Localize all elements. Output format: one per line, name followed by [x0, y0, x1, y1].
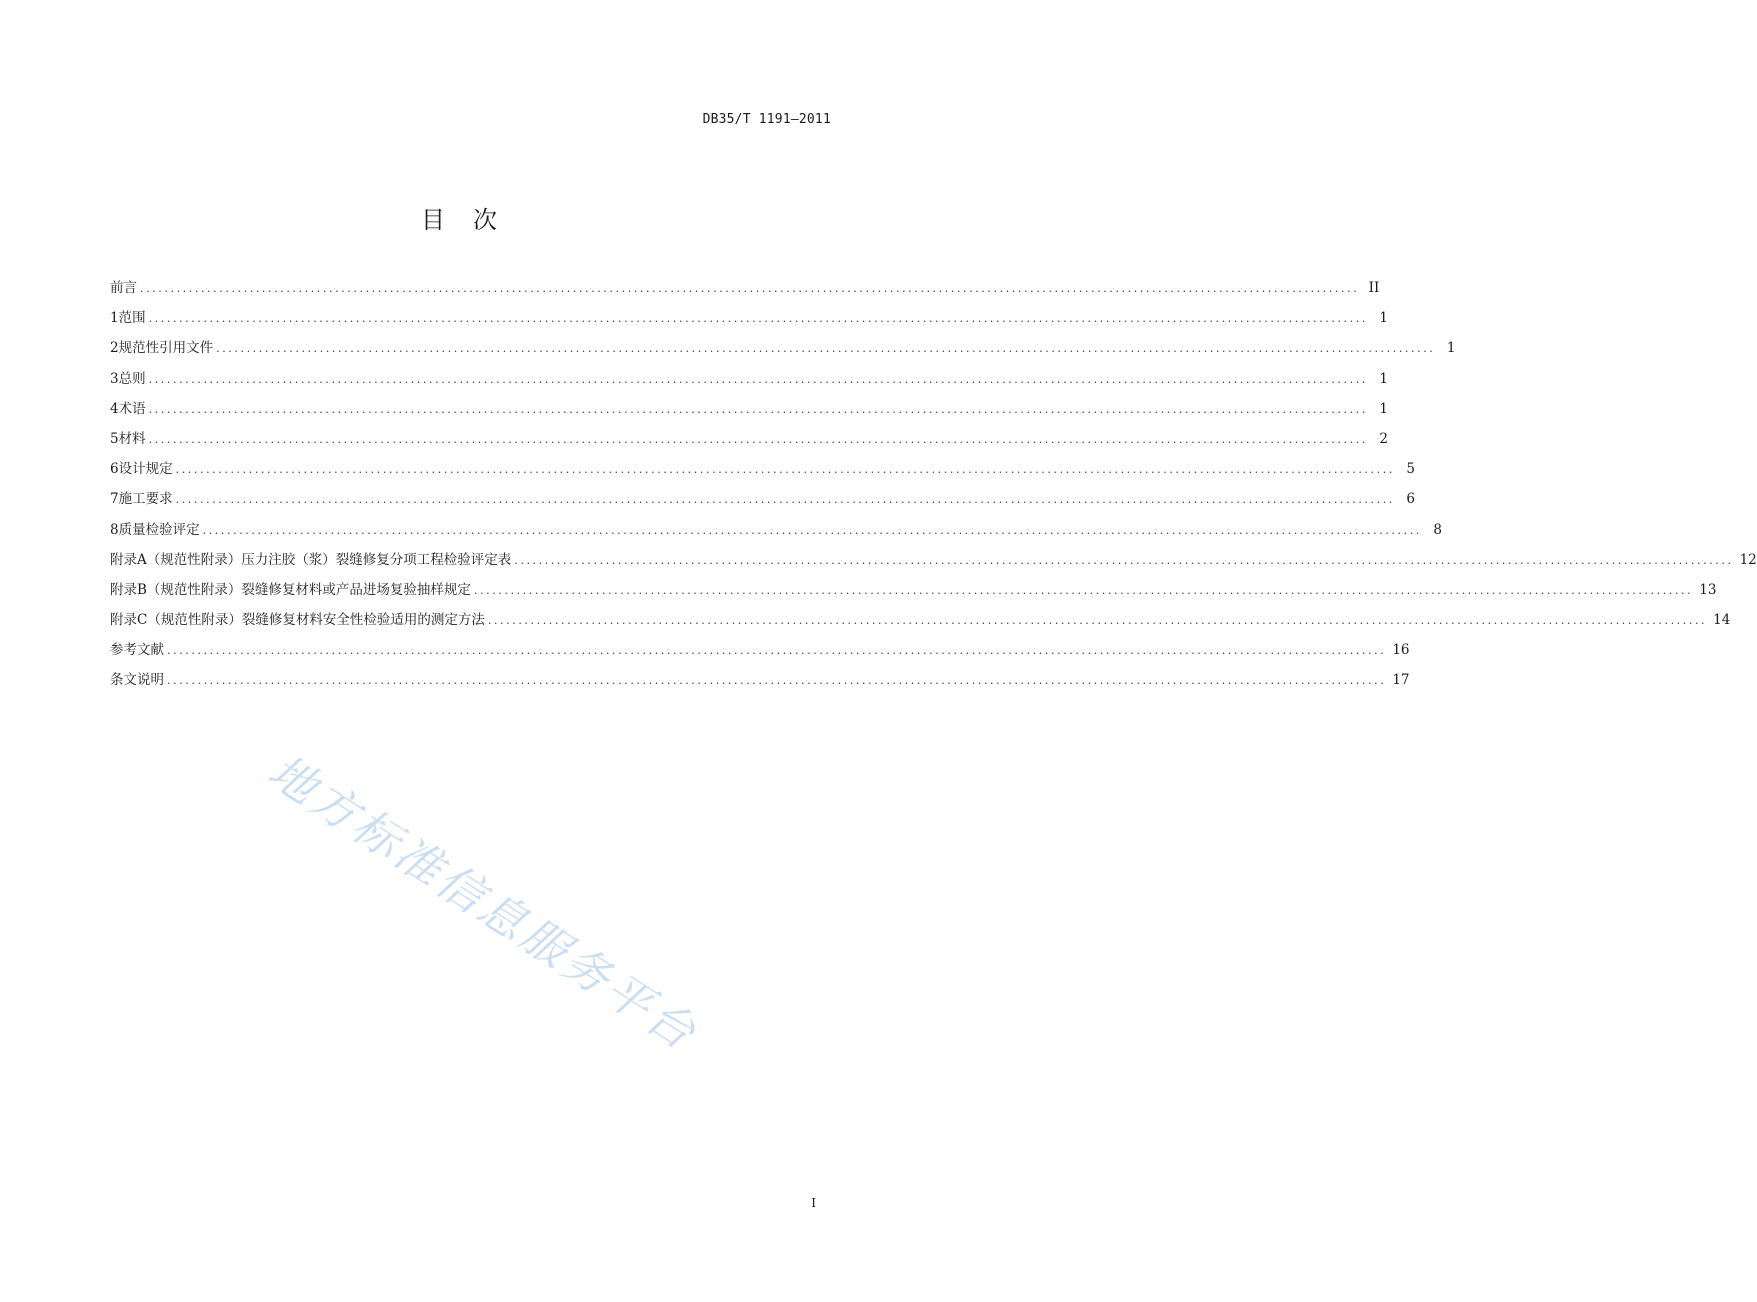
toc-entry-number: 1: [110, 310, 119, 327]
toc-entry[interactable]: [110, 605, 1731, 635]
toc-entry-label: 施工要求: [118, 491, 173, 508]
toc-entry-number: 7: [110, 491, 119, 508]
toc-entry[interactable]: [110, 364, 1388, 394]
toc-entry[interactable]: [110, 635, 1410, 665]
toc-leader-dots: ........................................................................................................................................................................................................: [148, 312, 1368, 326]
toc-entry[interactable]: [110, 333, 1456, 363]
table-of-contents: [110, 273, 1757, 696]
toc-entry-page: 6: [1406, 491, 1415, 508]
toc-entry-label: 范围: [118, 310, 146, 327]
toc-entry[interactable]: [110, 394, 1388, 424]
toc-leader-dots: ........................................................................................................................................................................................................: [514, 553, 1734, 567]
toc-entry-label: 材料: [118, 430, 146, 447]
toc-entry-label: 规范性引用文件: [118, 340, 214, 357]
toc-entry-number: 5: [110, 430, 119, 447]
toc-entry-label: 前言: [110, 280, 137, 296]
toc-entry-label: 总则: [118, 370, 146, 387]
toc-entry-number: 2: [110, 340, 119, 357]
toc-entry-page: 17: [1392, 672, 1410, 689]
toc-entry[interactable]: [110, 484, 1415, 514]
toc-leader-dots: ........................................................................................................................................................................................................: [148, 432, 1368, 446]
toc-entry-page: 5: [1406, 461, 1415, 478]
toc-entry-label: 裂缝修复材料或产品进场复验抽样规定: [241, 581, 471, 598]
toc-entry-label: 裂缝修复材料安全性检验适用的测定方法: [241, 612, 485, 629]
toc-entry-label: 术语: [118, 400, 146, 417]
toc-entry[interactable]: [110, 515, 1442, 545]
toc-leader-dots: ........................................................................................................................................................................................................: [473, 583, 1694, 597]
toc-leader-dots: ........................................................................................................................................................................................................: [216, 342, 1436, 356]
toc-leader-dots: ........................................................................................................................................................................................................: [175, 493, 1395, 507]
toc-leader-dots: ........................................................................................................................................................................................................: [167, 644, 1387, 658]
toc-entry-number: 6: [110, 461, 119, 478]
page-number: I: [811, 1196, 816, 1210]
toc-entry-page: 1: [1379, 400, 1388, 417]
toc-entry-number: 4: [110, 400, 119, 417]
watermark: 地方标准信息服务平台: [258, 743, 708, 1062]
toc-entry-label: 压力注胶（浆）裂缝修复分项工程检验评定表: [241, 551, 512, 568]
toc-entry-prefix: 附录C（规范性附录）: [110, 612, 242, 629]
toc-entry-label: 条文说明: [110, 672, 164, 689]
toc-entry[interactable]: [110, 545, 1757, 575]
document-code: DB35/T 1191—2011: [702, 112, 831, 127]
toc-entry[interactable]: [110, 454, 1415, 484]
toc-entry-number: 3: [110, 370, 119, 387]
toc-entry-label: 设计规定: [118, 461, 173, 478]
toc-leader-dots: ........................................................................................................................................................................................................: [148, 402, 1368, 416]
toc-leader-dots: ........................................................................................................................................................................................................: [202, 523, 1422, 537]
toc-leader-dots: ........................................................................................................................................................................................................: [167, 674, 1387, 688]
toc-entry-prefix: 附录A（规范性附录）: [110, 551, 242, 568]
toc-entry-label: 参考文献: [110, 642, 164, 659]
toc-entry[interactable]: [110, 575, 1717, 605]
toc-entry-page: 1: [1379, 370, 1388, 387]
toc-leader-dots: ........................................................................................................................................................................................................: [140, 282, 1360, 295]
toc-entry-page: 1: [1446, 340, 1456, 357]
toc-entry[interactable]: [110, 303, 1388, 333]
toc-entry-page: 13: [1699, 581, 1717, 598]
toc-entry-number: 8: [110, 521, 119, 538]
page-title: 目 次: [421, 206, 499, 234]
toc-entry-page: 8: [1433, 521, 1442, 538]
toc-leader-dots: ........................................................................................................................................................................................................: [148, 372, 1368, 386]
toc-entry-page: 12: [1739, 551, 1757, 568]
toc-entry-page: 14: [1713, 612, 1731, 629]
toc-entry-page: 16: [1392, 642, 1410, 659]
toc-entry[interactable]: [110, 273, 1380, 303]
toc-entry[interactable]: [110, 424, 1388, 454]
toc-entry-page: 2: [1379, 430, 1388, 447]
toc-leader-dots: ........................................................................................................................................................................................................: [175, 463, 1395, 477]
toc-entry-prefix: 附录B（规范性附录）: [110, 581, 242, 598]
toc-entry[interactable]: [110, 665, 1410, 695]
toc-leader-dots: ........................................................................................................................................................................................................: [487, 614, 1708, 628]
toc-entry-page: II: [1368, 280, 1380, 296]
toc-entry-page: 1: [1379, 310, 1388, 327]
toc-entry-label: 质量检验评定: [118, 521, 200, 538]
